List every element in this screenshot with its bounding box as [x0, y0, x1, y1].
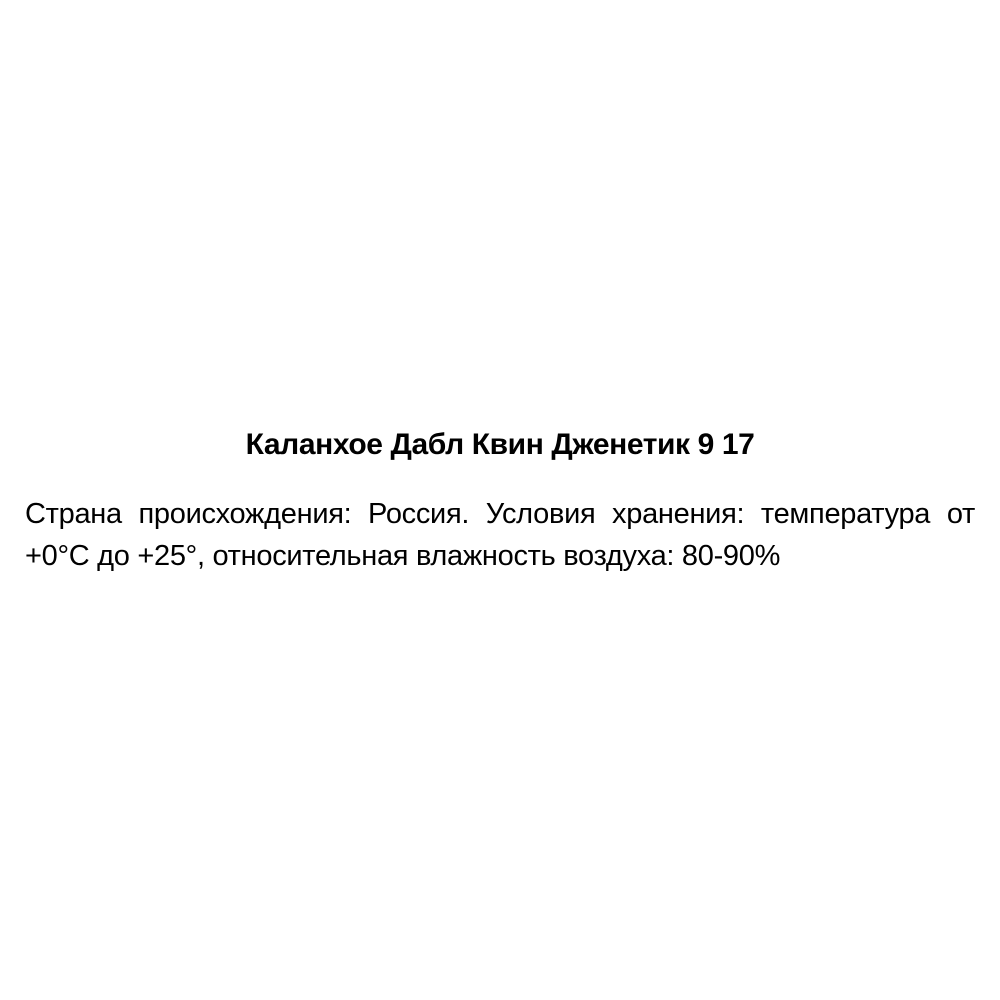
product-title: Каланхое Дабл Квин Дженетик 9 17: [245, 428, 755, 461]
product-description: Страна происхождения: Россия. Условия хранения: температура от +0°С до +25°, относительная влажность воздуха: 80-90%: [25, 498, 975, 572]
